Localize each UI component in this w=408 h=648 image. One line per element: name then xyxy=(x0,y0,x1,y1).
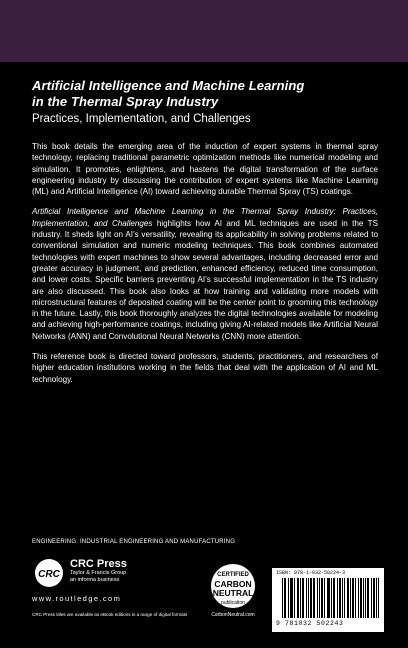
barcode-digits: 9 781032 502243 xyxy=(276,620,344,627)
barcode-icon xyxy=(282,578,380,618)
isbn-label: ISBN: 978-1-032-50224-3 xyxy=(276,570,346,576)
title-line-2: in the Thermal Spray Industry xyxy=(32,94,219,109)
crc-logo-icon xyxy=(34,558,64,588)
cn-certified: CERTIFIED xyxy=(217,572,249,578)
isbn-barcode xyxy=(272,568,384,632)
top-color-band xyxy=(0,0,408,62)
book-title xyxy=(32,78,378,110)
publisher-name: CRC Press xyxy=(70,558,127,570)
cn-carbon: CARBON xyxy=(214,579,252,589)
ebook-note: CRC Press titles are available as eBook editions in a range of digital formats xyxy=(32,612,188,617)
blurb-paragraph-2-text: highlights how AI and ML techniques are used in the TS industry. It sheds light on AI’s versatility, revealing its applicability in solving problems related to conventional simulation and numeric modeling techniques. This book combines automated technologies with expert machines to show several advantages, including decreased error and greater accuracy in judgment, and prediction, enhanced efficiency, reduced time consumption, and lower costs. Specific barriers preventing AI’s successful implementation in the TS industry are also discussed. This book also looks at how training and validating more models with microstructural features of deposited coating will be the center point to grooming this technology in the future. Lastly, this book thoroughly analyzes the digital technologies available for modeling and achieving high-performance coatings, including giving AI-related models like Artificial Neural Networks (ANN) and Convolutional Neural Networks (CNN) more attention. xyxy=(32,218,378,341)
title-line-1: Artificial Intelligence and Machine Learning xyxy=(32,78,305,93)
carbon-neutral-logo-icon xyxy=(207,562,259,614)
subject-category: ENGINEERING: INDUSTRIAL ENGINEERING AND MANUFACTURING xyxy=(32,539,236,545)
blurb-paragraph-2 xyxy=(32,206,378,342)
publisher-url: www.routledge.com xyxy=(32,594,122,603)
publisher-group: Taylor & Francis Group xyxy=(70,570,127,576)
blurb-paragraph-1: This book details the emerging area of the induction of expert systems in thermal spray technology, replacing traditional parametric optimization methods like numerical modeling and simulation. It promotes, enlightens, and hastens the digital transformation of the surface engineering industry by discussing the contribution of expert systems like Machine Learning (ML) and Artificial Intelligence (AI) toward achieving durable Thermal Spray (TS) coatings. xyxy=(32,142,378,197)
publisher-block xyxy=(70,558,127,584)
crc-logo-text: CRC xyxy=(38,569,60,580)
blurb-book-title-italic: Artificial Intelligence and Machine Learning in the Thermal Spray Industry: Practices, Implementation, and Challenges xyxy=(32,207,378,228)
cn-publication: publication xyxy=(221,600,245,606)
publisher-tagline: an informa business xyxy=(70,577,120,583)
blurb-paragraph-3: This reference book is directed toward professors, students, practitioners, and researchers of higher education institutions working in the fields that deal with the application of AI and ML technology. xyxy=(32,352,378,384)
carbon-neutral-site: CarbonNeutral.com xyxy=(211,612,255,618)
cover-content xyxy=(32,78,378,394)
book-subtitle: Practices, Implementation, and Challenges xyxy=(32,113,251,125)
cn-neutral: NEUTRAL xyxy=(212,588,254,598)
